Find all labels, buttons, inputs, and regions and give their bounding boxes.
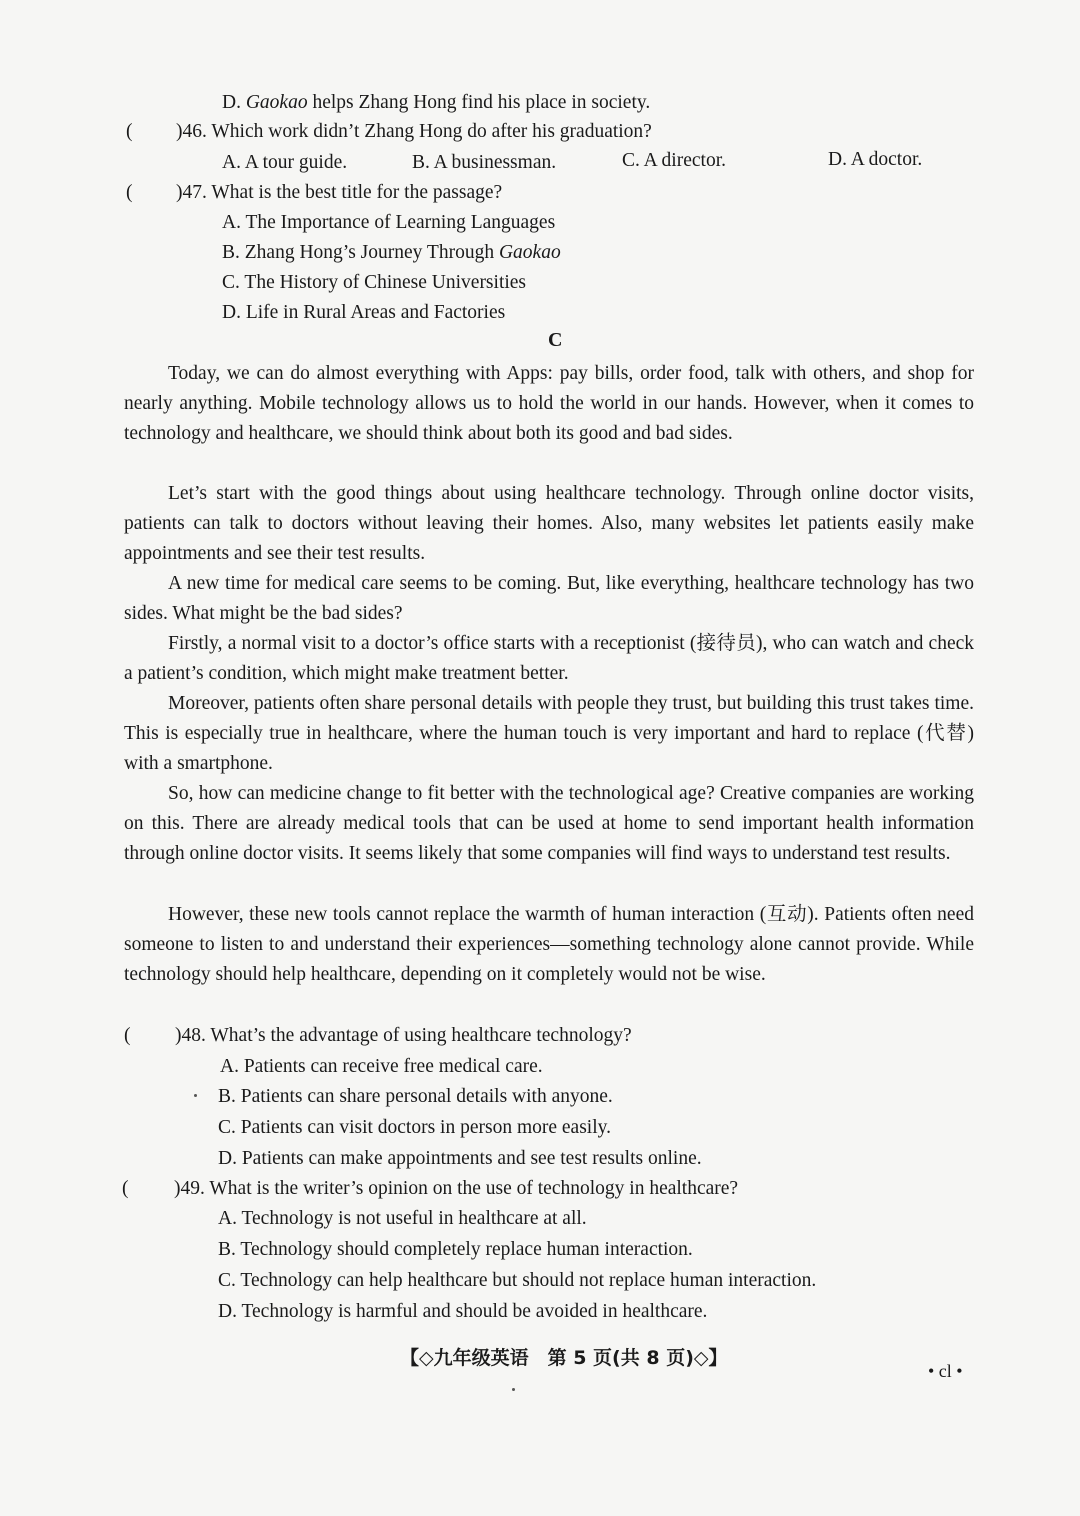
q47-option-d: D. Life in Rural Areas and Factories (222, 302, 506, 323)
q48-answer-paren: ( (124, 1025, 131, 1046)
q48-prompt: )48. What’s the advantage of using healthcare technology? (175, 1025, 632, 1046)
q46-option-c: C. A director. (622, 150, 726, 171)
q49-option-c: C. Technology can help healthcare but should not replace human interaction. (218, 1270, 817, 1291)
q49-option-a: A. Technology is not useful in healthcare at all. (218, 1208, 587, 1229)
q46-answer-paren: ( (126, 121, 133, 142)
q49-option-d: D. Technology is harmful and should be avoided in healthcare. (218, 1301, 708, 1322)
q47-prompt: )47. What is the best title for the passage? (176, 182, 503, 203)
section-c-heading: C (548, 329, 563, 351)
q48-option-c: C. Patients can visit doctors in person more easily. (218, 1117, 611, 1138)
q46-option-b: B. A businessman. (412, 152, 557, 173)
passage-paragraph-4: Firstly, a normal visit to a doctor’s office starts with a receptionist (接待员), who can watch and check a patient’s condition, which might make treatment better. (124, 633, 974, 685)
passage-paragraph-1: Today, we can do almost everything with Apps: pay bills, order food, talk with others, and shop for nearly anything. Mobile technology allows us to hold the world in our hands. However, when it comes to technology and healthcare, we should think about both its good and bad sides. (124, 363, 974, 445)
page-footer: 【◇九年级英语 第 5 页(共 8 页)◇】 (400, 1347, 728, 1369)
q46-option-a: A. A tour guide. (222, 152, 348, 173)
passage-paragraph-5: Moreover, patients often share personal details with people they trust, but building this trust takes time. This is especially true in healthcare, where the human touch is very important and hard to replace (代替) with a smartphone. (124, 693, 974, 775)
q48-option-d: D. Patients can make appointments and see test results online. (218, 1148, 702, 1169)
q48-option-a: A. Patients can receive free medical care. (220, 1056, 543, 1077)
q47-option-b: B. Zhang Hong’s Journey Through Gaokao (222, 242, 561, 263)
passage-paragraph-6: So, how can medicine change to fit better with the technological age? Creative companies are working on this. There are already medical tools that can be used at home to send important health information through online doctor visits. It seems likely that some companies will find ways to understand test results. (124, 783, 974, 865)
q48-option-b: B. Patients can share personal details with anyone. (218, 1086, 613, 1107)
q46-prompt: )46. Which work didn’t Zhang Hong do after his graduation? (176, 121, 652, 142)
q47-option-a: A. The Importance of Learning Languages (222, 212, 556, 233)
q49-option-b: B. Technology should completely replace human interaction. (218, 1239, 693, 1260)
print-speck (194, 1094, 197, 1097)
q49-answer-paren: ( (122, 1178, 129, 1199)
corner-mark: • cl • (928, 1361, 963, 1381)
q49-prompt: )49. What is the writer’s opinion on the use of technology in healthcare? (174, 1178, 739, 1199)
passage-paragraph-2: Let’s start with the good things about using healthcare technology. Through online doctor visits, patients can talk to doctors without leaving their homes. Also, many websites let patients easily make appointments and see their test results. (124, 483, 974, 565)
q46-option-d: D. A doctor. (828, 149, 923, 170)
passage-paragraph-7: However, these new tools cannot replace the warmth of human interaction (互动). Patients often need someone to listen to and understand their experiences—something technology alone cannot provide. While technology should help healthcare, depending on it completely would not be wise. (124, 904, 974, 986)
q45-option-d: D. Gaokao helps Zhang Hong find his place in society. (222, 92, 651, 113)
print-speck (512, 1388, 515, 1391)
q47-answer-paren: ( (126, 182, 133, 203)
passage-paragraph-3: A new time for medical care seems to be coming. But, like everything, healthcare technology has two sides. What might be the bad sides? (124, 573, 974, 625)
q47-option-c: C. The History of Chinese Universities (222, 272, 527, 293)
